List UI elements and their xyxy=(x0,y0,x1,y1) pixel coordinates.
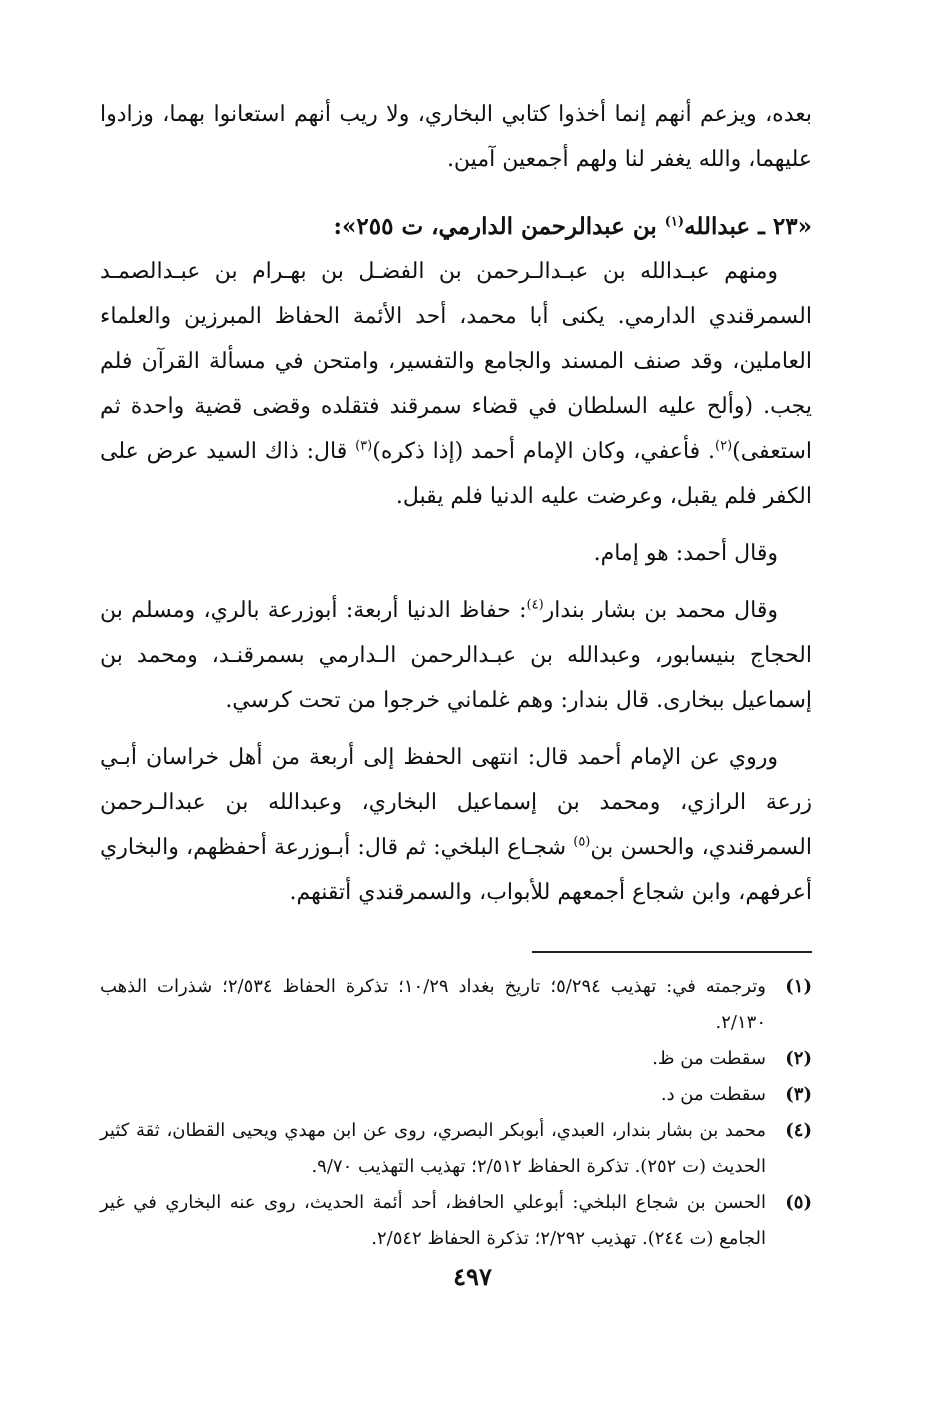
footnote-item xyxy=(100,1113,812,1185)
footnote-ref-3[interactable]: (٣) xyxy=(355,438,373,454)
footnote-number: (٥) xyxy=(785,1192,812,1213)
footnote-text: وترجمته في: تهذيب ٥/٢٩٤؛ تاريخ بغداد ١٠/٢٩؛ تذكرة الحفاظ ٢/٥٣٤؛ شذرات الذهب ٢/١٣٠. xyxy=(100,976,766,1033)
ahmad-narration-paragraph xyxy=(100,735,812,915)
ahmad-quote-paragraph: وقال أحمد: هو إمام. xyxy=(593,541,778,566)
footnote-item xyxy=(100,1185,812,1257)
entry-heading xyxy=(100,204,812,249)
bundar-quote-paragraph xyxy=(100,588,812,723)
biography-text-b: . فأعفي، وكان الإمام أحمد (إذا ذكره) xyxy=(372,439,715,464)
heading-text: «٢٣ ـ عبدالله xyxy=(684,213,812,240)
heading-text-rest: بن عبدالرحمن الدارمي، ت ٢٥٥»: xyxy=(333,213,665,240)
footnote-text: محمد بن بشار بندار، العبدي، أبوبكر البصري، روى عن ابن مهدي ويحيى القطان، ثقة كثير الحديث (ت ٢٥٢). تذكرة الحفاظ ٢/٥١٢؛ تهذيب التهذيب ٩/٧٠. xyxy=(100,1120,766,1177)
spacer xyxy=(100,519,812,531)
bundar-text-b: : حفاظ الدنيا أربعة: أبوزرعة بالري، ومسلم بن الحجاج بنيسابور، وعبدالله بن عبـدالرحمن الـدارمي بسمرقنـد، ومحمد بن إسماعيل ببخارى. قال بندار: وهم غلماني خرجوا من تحت كرسي. xyxy=(100,598,812,713)
intro-paragraph: بعده، ويزعم أنهم إنما أخذوا كتابي البخاري، ولا ريب أنهم استعانوا بهما، وزادوا عليهما، والله يغفر لنا ولهم أجمعين آمين. xyxy=(100,102,812,172)
biography-text-a: ومنهم عبـدالله بن عبـدالـرحمن بن الفضـل بن بهـرام بن عبـدالصمـد السمرقندي الدارمي. يكنى أبا محمد، أحد الأئمة الحفاظ المبرزين والعلماء العاملين، وقد صنف المسند والجامع والتفسير، وامتحن في مسألة القرآن فلم يجب. (وألح عليه السلطان في قضاء سمرقند فتقلده وقضى قضية واحدة ثم استعفى) xyxy=(100,259,812,464)
biography-paragraph xyxy=(100,249,812,519)
footnote-divider xyxy=(532,951,812,953)
footnote-item xyxy=(100,969,812,1041)
footnote-text: الحسن بن شجاع البلخي: أبوعلي الحافظ، أحد أئمة الحديث، روى عنه البخاري في غير الجامع (ت ٢٤٤). تهذيب ٢/٢٩٢؛ تذكرة الحفاظ ٢/٥٤٢. xyxy=(100,1192,766,1249)
footnote-text: سقطت من ظ. xyxy=(652,1048,766,1069)
footnotes-list xyxy=(100,969,812,1257)
footnote-item xyxy=(100,1077,812,1113)
footnote-number: (٢) xyxy=(785,1048,812,1069)
footnote-ref-2[interactable]: (٢) xyxy=(715,438,733,454)
page-body xyxy=(100,92,812,1257)
footnote-number: (١) xyxy=(785,976,812,997)
spacer xyxy=(100,723,812,735)
footnote-text: سقطت من د. xyxy=(660,1084,766,1105)
footnote-ref-5[interactable]: (٥) xyxy=(573,834,591,850)
footnote-number: (٣) xyxy=(785,1084,812,1105)
footnote-number: (٤) xyxy=(785,1120,812,1141)
spacer xyxy=(100,576,812,588)
footnote-item xyxy=(100,1041,812,1077)
bundar-text-a: وقال محمد بن بشار بندار xyxy=(543,598,778,623)
page-number: ٤٩٧ xyxy=(453,1262,492,1291)
biography-text-c: قال: ذاك السيد عرض على الكفر فلم يقبل، وعرضت عليه الدنيا فلم يقبل. xyxy=(100,439,812,509)
footnote-ref-1[interactable]: (١) xyxy=(664,214,685,230)
narration-text-a: وروي عن الإمام أحمد قال: انتهى الحفظ إلى أربعة من أهل خراسان أبـي زرعة الرازي، ومحمد بن إسماعيل البخاري، وعبدالله بن عبدالـرحمن السمرقندي، والحسن بن xyxy=(100,745,812,860)
spacer xyxy=(100,182,812,204)
narration-text-b: شجـاع البلخي: ثم قال: أبـوزرعة أحفظهم، والبخاري أعرفهم، وابن شجاع أجمعهم للأبواب، والسمرقندي أتقنهم. xyxy=(100,835,812,905)
footnote-ref-4[interactable]: (٤) xyxy=(526,597,544,613)
